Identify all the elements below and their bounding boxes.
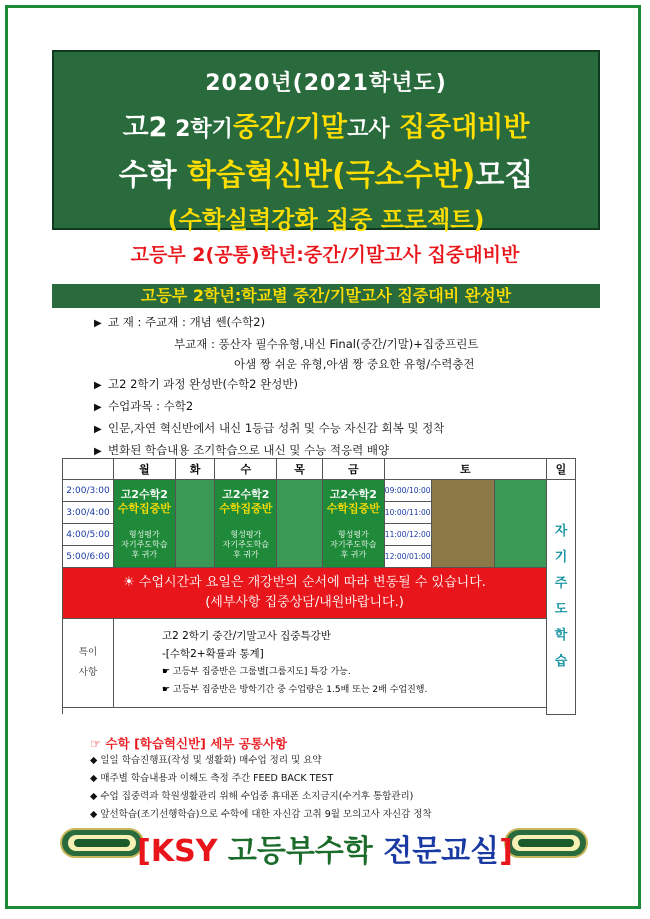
sat-time-slot: 10:00/11:00: [384, 502, 431, 524]
day-mon: 월: [113, 459, 175, 480]
banner-line2: 고2 2학기중간/기말고사 집중대비반: [122, 112, 530, 143]
triangle-bullet-icon: ▶: [94, 402, 102, 413]
triangle-bullet-icon: ▶: [94, 380, 102, 391]
time-slot: 4:00/5:00: [63, 524, 114, 546]
info-subbook-2: 아샘 짱 쉬운 유형,아샘 짱 중요한 유형/수력충전: [234, 357, 475, 371]
special-label: 특이 사항: [63, 619, 114, 708]
info-item: ▶ 고2 2학기 과정 완성반(수학2 완성반): [94, 374, 478, 396]
empty-block-tue: [175, 480, 215, 568]
common-title: ☞ 수학 [학습혁신반] 세부 공통사항: [90, 736, 288, 751]
info-subbook: 부교재 : 풍산자 필수유형,내신 Final(중간/기말)+집중프린트: [174, 337, 479, 351]
sat-time-slot: 12:00/01:00: [384, 546, 431, 568]
time-row: [63, 480, 576, 502]
day-wed: 수: [215, 459, 277, 480]
special-text: 고2 2학기 중간/기말고사 집중특강반 -[수학2+확률과 통계] ☛ 고등부 집중반은 그룹별[그룹지도] 특강 가능. ☛ 고등부 집중반은 방학기간 중 수업량은 1.5배 또는 2배 수업진행.: [113, 619, 546, 708]
class-block-fri: 고2수학2 수학집중반 형성평가 자기주도학습 후 귀가: [322, 480, 384, 568]
subtitle-red: 고등부 2(공통)학년:중간/기말고사 집중대비반: [130, 244, 520, 266]
class-block-mon: 고2수학2 수학집중반 형성평가 자기주도학습 후 귀가: [113, 480, 175, 568]
sat-block-b: [495, 480, 547, 568]
time-slot: 2:00/3:00: [63, 480, 114, 502]
triangle-bullet-icon: ▶: [94, 424, 102, 435]
banner-project: (수학실력강화 집중 프로젝트): [167, 206, 485, 234]
sat-time-slot: 11:00/12:00: [384, 524, 431, 546]
course-info: [94, 312, 478, 462]
sat-time-slot: 09:00/10:00: [384, 480, 431, 502]
empty-block-thu: [277, 480, 323, 568]
banner-line3: 수학 학습혁신반(극소수반)모집: [118, 158, 534, 193]
day-sat: 토: [384, 459, 546, 480]
common-item: ◆ 앞선학습(조기선행학습)으로 수학에 대한 자신감 고취 9월 모의고사 자신감 정착: [90, 809, 432, 820]
notice-line1: ☀ 수업시간과 요일은 개강반의 순서에 따라 변동될 수 있습니다.: [123, 575, 486, 590]
title-banner: [52, 50, 600, 234]
day-thu: 목: [277, 459, 323, 480]
schedule-table: [62, 458, 576, 715]
info-item: ▶ 인문,자연 혁신반에서 내신 1등급 성취 및 수능 자신감 회복 및 정착: [94, 418, 478, 440]
notice-line2: (세부사항 집중상담/내원바랍니다.): [205, 595, 404, 610]
brand-ksy: KSY: [150, 834, 218, 869]
corner-cell: [63, 459, 114, 480]
info-item: ▶ 수업과목 : 수학2: [94, 396, 478, 418]
schedule-header: [63, 459, 576, 480]
triangle-bullet-icon: ▶: [94, 446, 102, 457]
time-slot: 5:00/6:00: [63, 546, 114, 568]
notice-row: [63, 568, 576, 619]
banner-year: 2020년(2021학년도): [205, 71, 447, 96]
info-item: ▶ 변화된 학습내용 조기학습으로 내신 및 수능 적응력 배양: [94, 440, 478, 462]
day-tue: 화: [175, 459, 215, 480]
sunday-self-study: 자 기 주 도 학 습: [547, 480, 576, 715]
footer-brand: [KSY 고등부수학 전문교실]: [137, 834, 513, 869]
class-block-wed: 고2수학2 수학집중반 형성평가 자기주도학습 후 귀가: [215, 480, 277, 568]
special-row: [63, 619, 576, 708]
notice-box: [63, 568, 547, 619]
common-item: ◆ 매주별 학습내용과 이해도 측정 주간 FEED BACK TEST: [90, 773, 334, 784]
sat-block-a: [431, 480, 495, 568]
subtitle-green-bar: 고등부 2학년:학교별 중간/기말고사 집중대비 완성반: [52, 284, 600, 308]
spacer-row: [63, 708, 576, 715]
day-sun: 일: [547, 459, 576, 480]
triangle-bullet-icon: ▶: [94, 318, 102, 329]
day-fri: 금: [322, 459, 384, 480]
common-details: [90, 734, 432, 824]
time-slot: 3:00/4:00: [63, 502, 114, 524]
common-item: ◆ 일일 학습진행표(작성 및 생활화) 매수업 정리 및 요약: [90, 755, 322, 766]
info-textbook: ▶ 교 재 : 주교재 : 개념 쎈(수학2): [94, 312, 478, 334]
common-item: ◆ 수업 집중력과 학원생활관리 위해 수업중 휴대폰 소지금지(수거후 통합관리): [90, 791, 414, 802]
